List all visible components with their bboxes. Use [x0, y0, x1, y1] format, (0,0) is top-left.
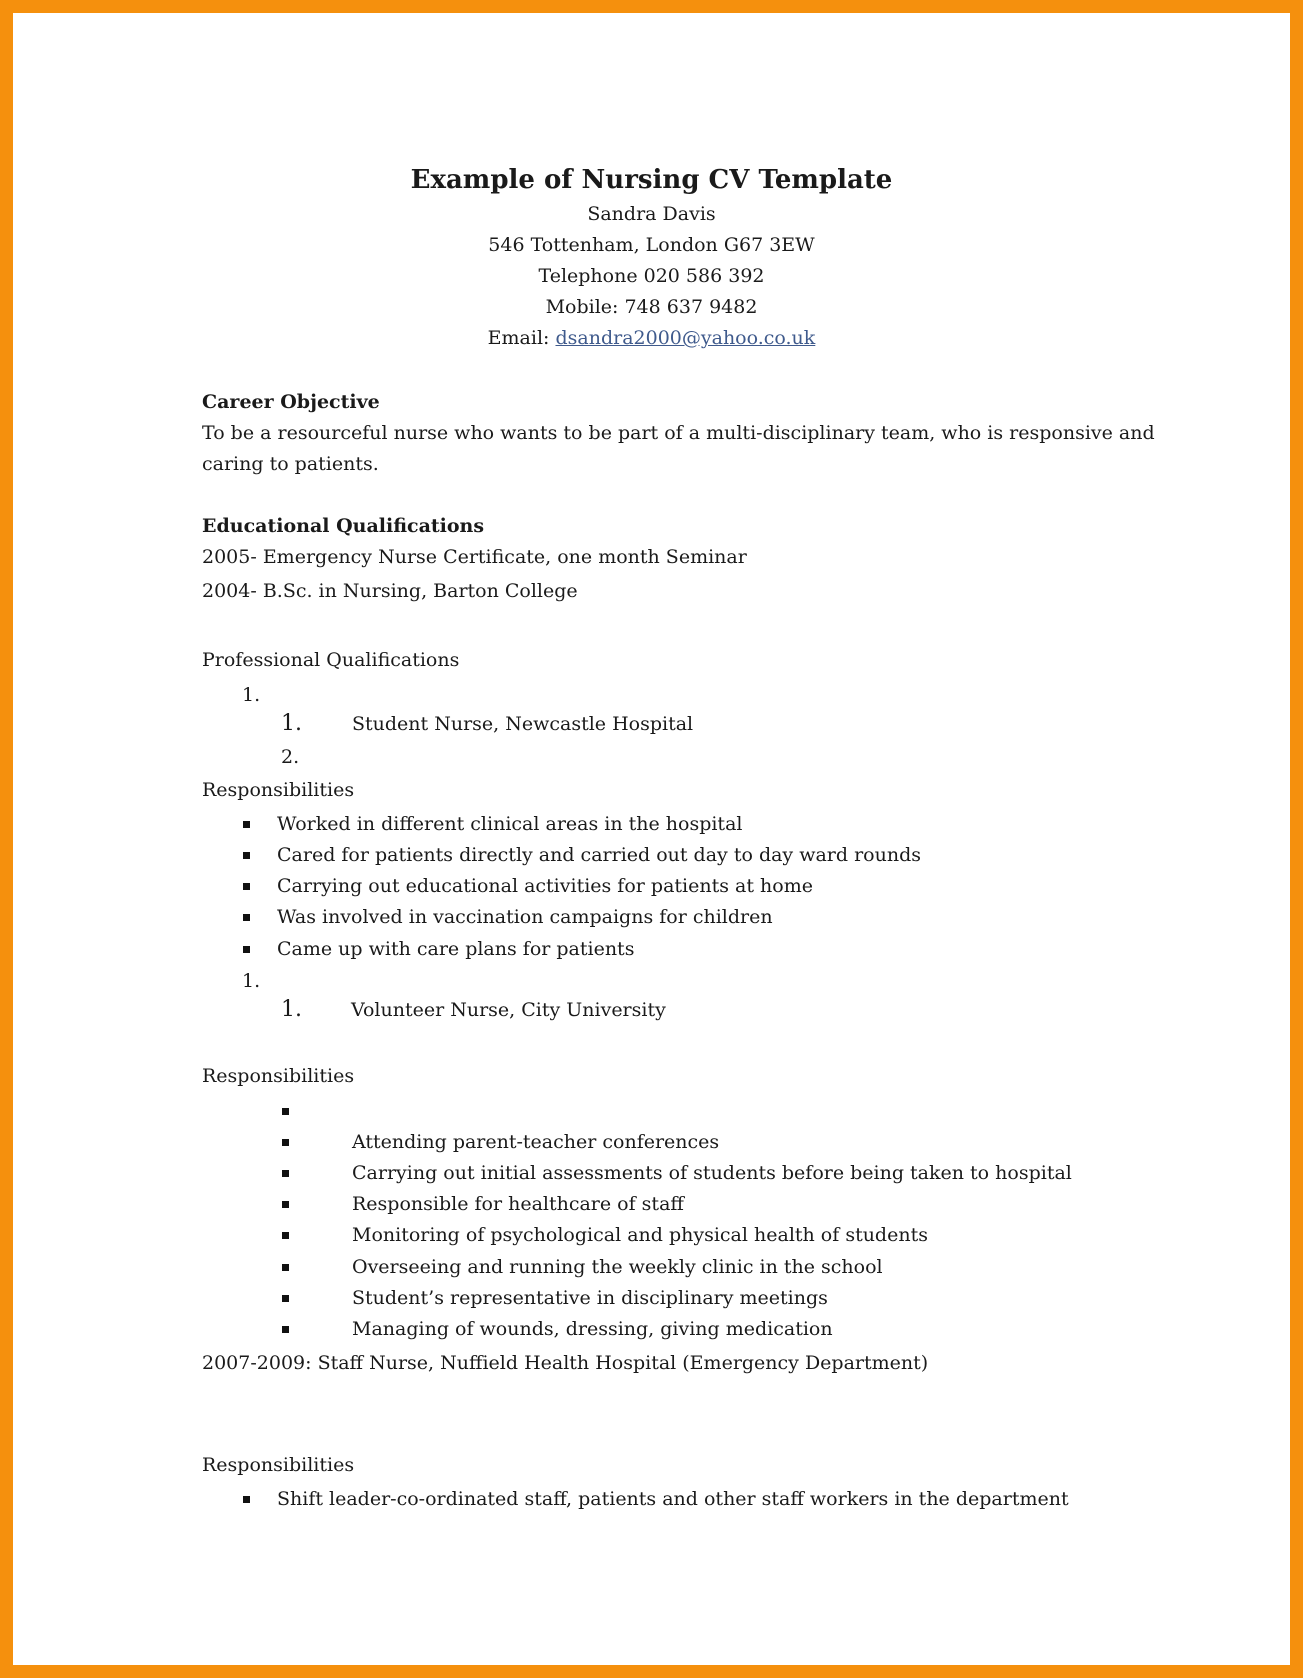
list-item: Responsible for healthcare of staff: [352, 1193, 684, 1215]
list-item: Overseeing and running the weekly clinic in the school: [352, 1256, 883, 1278]
bullet-icon: [282, 1326, 289, 1333]
email-line: [0, 329, 1303, 348]
address: 546 Tottenham, London G67 3EW: [488, 234, 815, 256]
email-label: Email:: [487, 327, 556, 349]
list-number: 2.: [281, 746, 300, 768]
bullet-icon: [243, 914, 250, 921]
list-item: Cared for patients directly and carried out day to day ward rounds: [277, 844, 921, 866]
job-title-volunteer-nurse: Volunteer Nurse, City University: [351, 999, 666, 1021]
list-item: Carrying out educational activities for patients at home: [277, 875, 813, 897]
job-title-staff-nurse: 2007-2009: Staff Nurse, Nuffield Health Hospital (Emergency Department): [202, 1352, 929, 1374]
bullet-icon: [282, 1139, 289, 1146]
bullet-icon: [282, 1108, 289, 1115]
email-link[interactable]: dsandra2000@yahoo.co.uk: [555, 327, 816, 349]
education-heading: Educational Qualifications: [202, 515, 485, 537]
bullet-icon: [243, 1496, 250, 1503]
bullet-icon: [282, 1264, 289, 1271]
responsibilities-heading: Responsibilities: [202, 779, 355, 801]
list-item: Attending parent-teacher conferences: [352, 1131, 720, 1153]
job-title-student-nurse: Student Nurse, Newcastle Hospital: [352, 713, 694, 735]
list-number: 1.: [242, 684, 261, 706]
bullet-icon: [243, 883, 250, 890]
career-objective-line-1: To be a resourceful nurse who wants to be part of a multi-disciplinary team, who is responsive and: [202, 422, 1155, 444]
responsibilities-heading: Responsibilities: [202, 1065, 355, 1087]
list-number: 1.: [281, 711, 302, 736]
list-item: Shift leader-co-ordinated staff, patients and other staff workers in the department: [277, 1488, 1069, 1510]
education-item: 2004- B.Sc. in Nursing, Barton College: [202, 580, 578, 602]
career-objective-heading: Career Objective: [202, 391, 380, 413]
list-item: Was involved in vaccination campaigns for children: [277, 906, 773, 928]
education-item: 2005- Emergency Nurse Certificate, one month Seminar: [202, 546, 747, 568]
bullet-icon: [282, 1170, 289, 1177]
bullet-icon: [243, 852, 250, 859]
list-item: Student’s representative in disciplinary meetings: [352, 1287, 828, 1309]
bullet-icon: [282, 1232, 289, 1239]
list-item: Worked in different clinical areas in the hospital: [277, 813, 743, 835]
bullet-icon: [282, 1201, 289, 1208]
telephone: Telephone 020 586 392: [538, 265, 765, 287]
bullet-icon: [282, 1295, 289, 1302]
list-number: 1.: [281, 997, 302, 1022]
list-item: Came up with care plans for patients: [277, 938, 635, 960]
list-item: Monitoring of psychological and physical health of students: [352, 1224, 928, 1246]
bullet-icon: [243, 821, 250, 828]
responsibilities-heading: Responsibilities: [202, 1454, 355, 1476]
page-title: Example of Nursing CV Template: [410, 165, 893, 195]
list-item: Carrying out initial assessments of students before being taken to hospital: [352, 1162, 1072, 1184]
mobile: Mobile: 748 637 9482: [545, 296, 758, 318]
bullet-icon: [243, 946, 250, 953]
list-number: 1.: [242, 970, 261, 992]
candidate-name: Sandra Davis: [587, 203, 716, 225]
career-objective-line-2: caring to patients.: [202, 453, 379, 475]
list-item: Managing of wounds, dressing, giving medication: [352, 1318, 833, 1340]
professional-heading: Professional Qualifications: [202, 649, 460, 671]
